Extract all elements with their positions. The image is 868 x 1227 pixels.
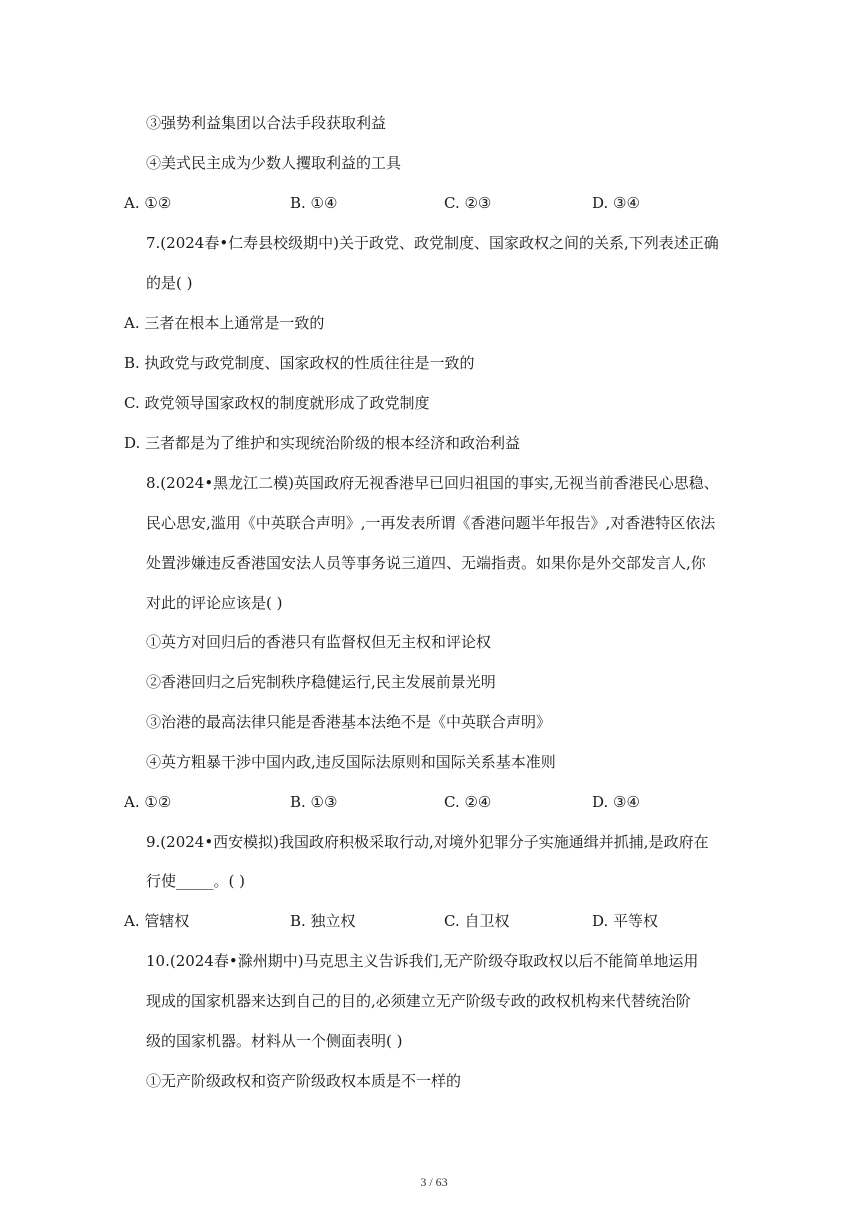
q8-statement-2: ②香港回归之后宪制秩序稳健运行,民主发展前景光明 xyxy=(146,673,496,691)
q7-option-b: B. 执政党与政党制度、国家政权的性质往往是一致的 xyxy=(124,354,475,372)
q6-statement-3: ③强势利益集团以合法手段获取利益 xyxy=(146,114,387,132)
q8-statement-4: ④英方粗暴干涉中国内政,违反国际法原则和国际关系基本准则 xyxy=(146,753,556,771)
q6-option-c: C. ②③ xyxy=(444,194,492,212)
q7-stem-line-2: 的是( ) xyxy=(146,274,193,292)
q6-statement-4: ④美式民主成为少数人攫取利益的工具 xyxy=(146,154,402,172)
q10-stem-line-3: 级的国家机器。材料从一个侧面表明( ) xyxy=(146,1032,403,1050)
q8-stem-line-1: 8.(2024•黑龙江二模)英国政府无视香港早已回归祖国的事实,无视当前香港民心思稳、 xyxy=(146,474,719,492)
q8-stem-line-2: 民心思安,滥用《中英联合声明》,一再发表所谓《香港问题半年报告》,对香港特区依法 xyxy=(146,514,716,532)
q8-statement-3: ③治港的最高法律只能是香港基本法绝不是《中英联合声明》 xyxy=(146,713,552,731)
q9-option-c: C. 自卫权 xyxy=(444,912,510,930)
q8-option-d: D. ③④ xyxy=(592,793,640,811)
q8-statement-1: ①英方对回归后的香港只有监督权但无主权和评论权 xyxy=(146,633,492,651)
q8-options xyxy=(0,792,868,812)
q9-option-d: D. 平等权 xyxy=(592,912,659,930)
q7-option-d: D. 三者都是为了维护和实现统治阶级的根本经济和政治利益 xyxy=(124,434,521,452)
q8-stem-line-3: 处置涉嫌违反香港国安法人员等事务说三道四、无端指责。如果你是外交部发言人,你 xyxy=(146,554,706,572)
q10-stem-line-2: 现成的国家机器来达到自己的目的,必须建立无产阶级专政的政权机构来代替统治阶 xyxy=(146,992,691,1010)
q6-options xyxy=(0,193,868,213)
q8-stem-line-4: 对此的评论应该是( ) xyxy=(146,594,283,612)
q9-option-b: B. 独立权 xyxy=(290,912,356,930)
q9-stem-line-1: 9.(2024•西安模拟)我国政府积极采取行动,对境外犯罪分子实施通缉并抓捕,是政府在 xyxy=(146,833,709,851)
q10-stem-line-1: 10.(2024春•滁州期中)马克思主义告诉我们,无产阶级夺取政权以后不能简单地运用 xyxy=(146,952,699,970)
q9-option-a: A. 管辖权 xyxy=(124,912,190,930)
q7-option-c: C. 政党领导国家政权的制度就形成了政党制度 xyxy=(124,394,430,412)
q7-stem-line-1: 7.(2024春•仁寿县校级期中)关于政党、政党制度、国家政权之间的关系,下列表述正确 xyxy=(146,234,719,252)
page-number: 3 / 63 xyxy=(420,1175,448,1189)
q6-option-d: D. ③④ xyxy=(592,194,640,212)
q7-option-a: A. 三者在根本上通常是一致的 xyxy=(124,314,325,332)
q8-option-a: A. ①② xyxy=(124,793,172,811)
q6-option-b: B. ①④ xyxy=(290,194,338,212)
q8-option-c: C. ②④ xyxy=(444,793,492,811)
q6-option-a: A. ①② xyxy=(124,194,172,212)
q8-option-b: B. ①③ xyxy=(290,793,338,811)
q9-stem-line-2: 行使_____。( ) xyxy=(146,872,245,890)
q10-statement-1: ①无产阶级政权和资产阶级政权本质是不一样的 xyxy=(146,1072,462,1090)
q9-options xyxy=(0,911,868,931)
